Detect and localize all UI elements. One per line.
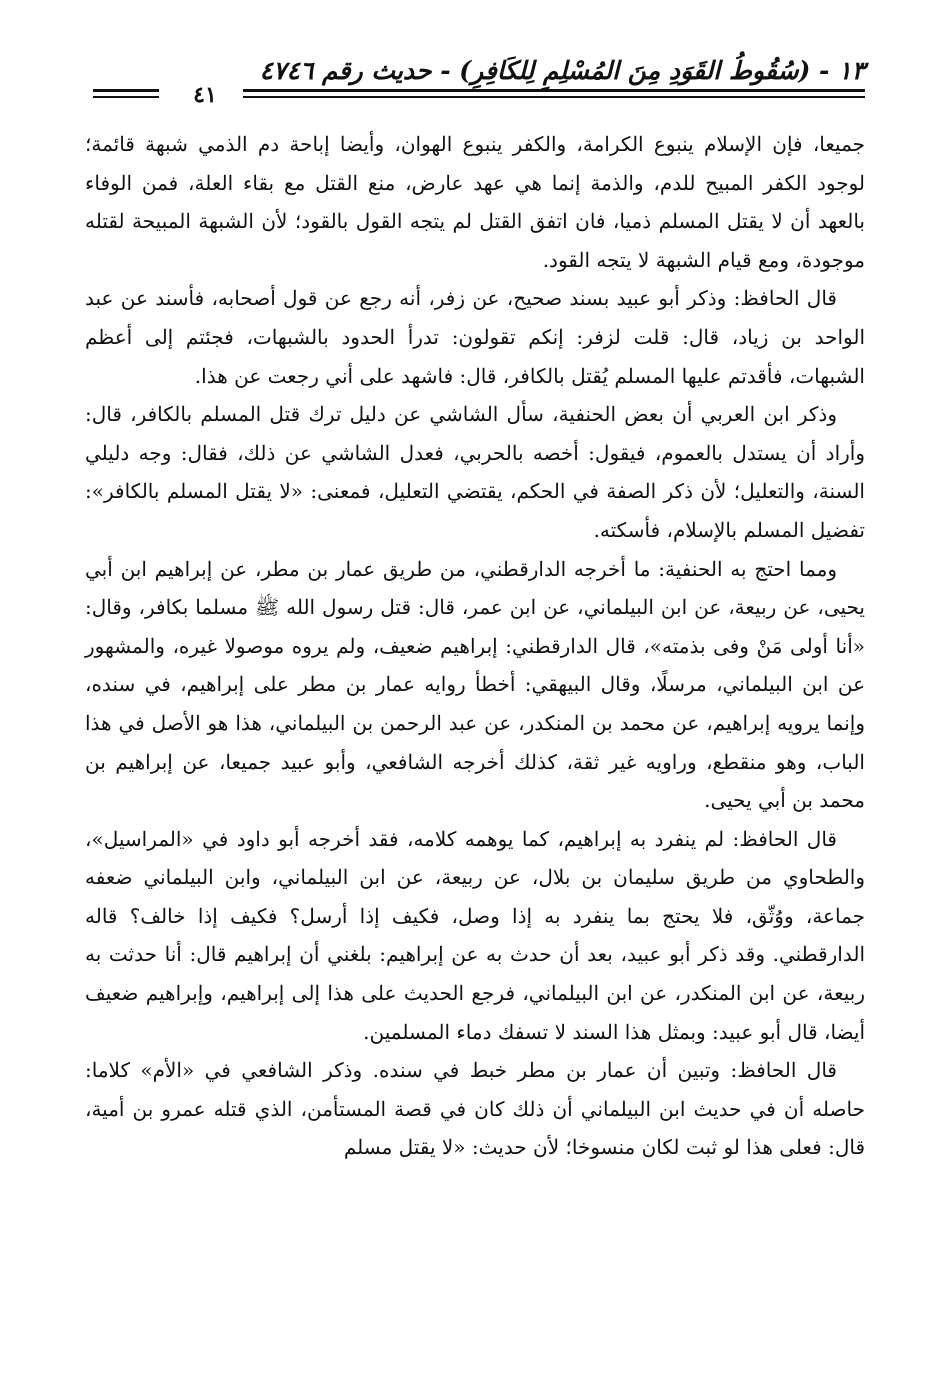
chapter-title: ١٣ - (سُقُوطُ القَوَدِ مِنَ المُسْلِمِ لِلكَافِرِ) - حديث رقم ٤٧٤٦ [259, 56, 865, 85]
paragraph: قال الحافظ: لم ينفرد به إبراهيم، كما يوهمه كلامه، فقد أخرجه أبو داود في «المراسيل»، والطحاوي من طريق سليمان بن بلال، عن ربيعة، عن ابن البيلماني، وابن البيلماني ضعفه جماعة، ووُثّق، فلا يحتج بما ينفرد به إذا وصل، فكيف إذا أرسل؟ فكيف إذا خالف؟ قاله الدارقطني. وقد ذكر أبو عبيد، بعد أن حدث به عن إبراهيم: بلغني أن إبراهيم قال: أنا حدثت به ربيعة، عن ابن المنكدر، عن ابن البيلماني، فرجع الحديث على هذا إلى إبراهيم، وإبراهيم ضعيف أيضا، قال أبو عبيد: وبمثل هذا السند لا تسفك دماء المسلمين. [85, 826, 865, 1044]
running-header [85, 56, 865, 112]
header-rule [243, 89, 865, 92]
paragraph: ومما احتج به الحنفية: ما أخرجه الدارقطني، من طريق عمار بن مطر، عن إبراهيم ابن أبي يحيى، عن ربيعة، عن ابن البيلماني، عن ابن عمر، قال: قتل رسول الله ﷺ مسلما بكافر، وقال: «أنا أولى مَنْ وفى بذمته»، قال الدارقطني: إبراهيم ضعيف، ولم يروه موصولا غيره، والمشهور عن ابن البيلماني، مرسلًا، وقال البيهقي: أخطأ روايه عمار بن مطر على إبراهيم، في سنده، وإنما يرويه إبراهيم، عن محمد بن المنكدر، عن عبد الرحمن بن البيلماني، هذا هو الأصل في هذا الباب، وهو منقطع، وراويه غير ثقة، كذلك أخرجه الشافعي، وأبو عبيد جميعا، عن إبراهيم بن محمد بن أبي يحيى. [85, 556, 865, 813]
paragraph: جميعا، فإن الإسلام ينبوع الكرامة، والكفر ينبوع الهوان، وأيضا إباحة دم الذمي شبهة قائمة؛ لوجود الكفر المبيح للدم، والذمة إنما هي عهد عارض، منع القتل مع بقاء العلة، فمن الوفاء بالعهد أن لا يقتل المسلم ذميا، فان اتفق القتل لم يتجه القول بالقود؛ لأن الشبهة المبيحة لقتله موجودة، ومع قيام الشبهة لا يتجه القود. [85, 132, 865, 272]
header-rule [243, 96, 865, 98]
paragraph: قال الحافظ: وتبين أن عمار بن مطر خبط في سنده. وذكر الشافعي في «الأم» كلاما: حاصله أن في حديث ابن البيلماني أن ذلك كان في قصة المستأمن، الذي قتله عمرو بن أمية، قال: فعلى هذا لو ثبت لكان منسوخا؛ لأن حديث: «لا يقتل مسلم [85, 1058, 865, 1160]
header-rule-short [93, 89, 159, 92]
page-number: ٤١ [193, 82, 217, 108]
paragraph: قال الحافظ: وذكر أبو عبيد بسند صحيح، عن زفر، أنه رجع عن قول أصحابه، فأسند عن عبد الواحد بن زياد، قال: قلت لزفر: إنكم تقولون: تدرأ الحدود بالشبهات، فجئتم إلى أعظم الشبهات، فأقدتم عليها المسلم يُقتل بالكافر، قال: فاشهد على أني رجعت عن هذا. [85, 286, 866, 388]
paragraph: وذكر ابن العربي أن بعض الحنفية، سأل الشاشي عن دليل ترك قتل المسلم بالكافر، قال: وأراد أن يستدل بالعموم، فيقول: أخصه بالحربي، فعدل الشاشي عن ذلك، فقال: وجه دليلي السنة، والتعليل؛ لأن ذكر الصفة في الحكم، يقتضي التعليل، فمعنى: «لا يقتل المسلم بالكافر»: تفضيل المسلم بالإسلام، فأسكته. [85, 402, 865, 542]
main-text [85, 125, 865, 1167]
header-rule-short [93, 96, 159, 98]
